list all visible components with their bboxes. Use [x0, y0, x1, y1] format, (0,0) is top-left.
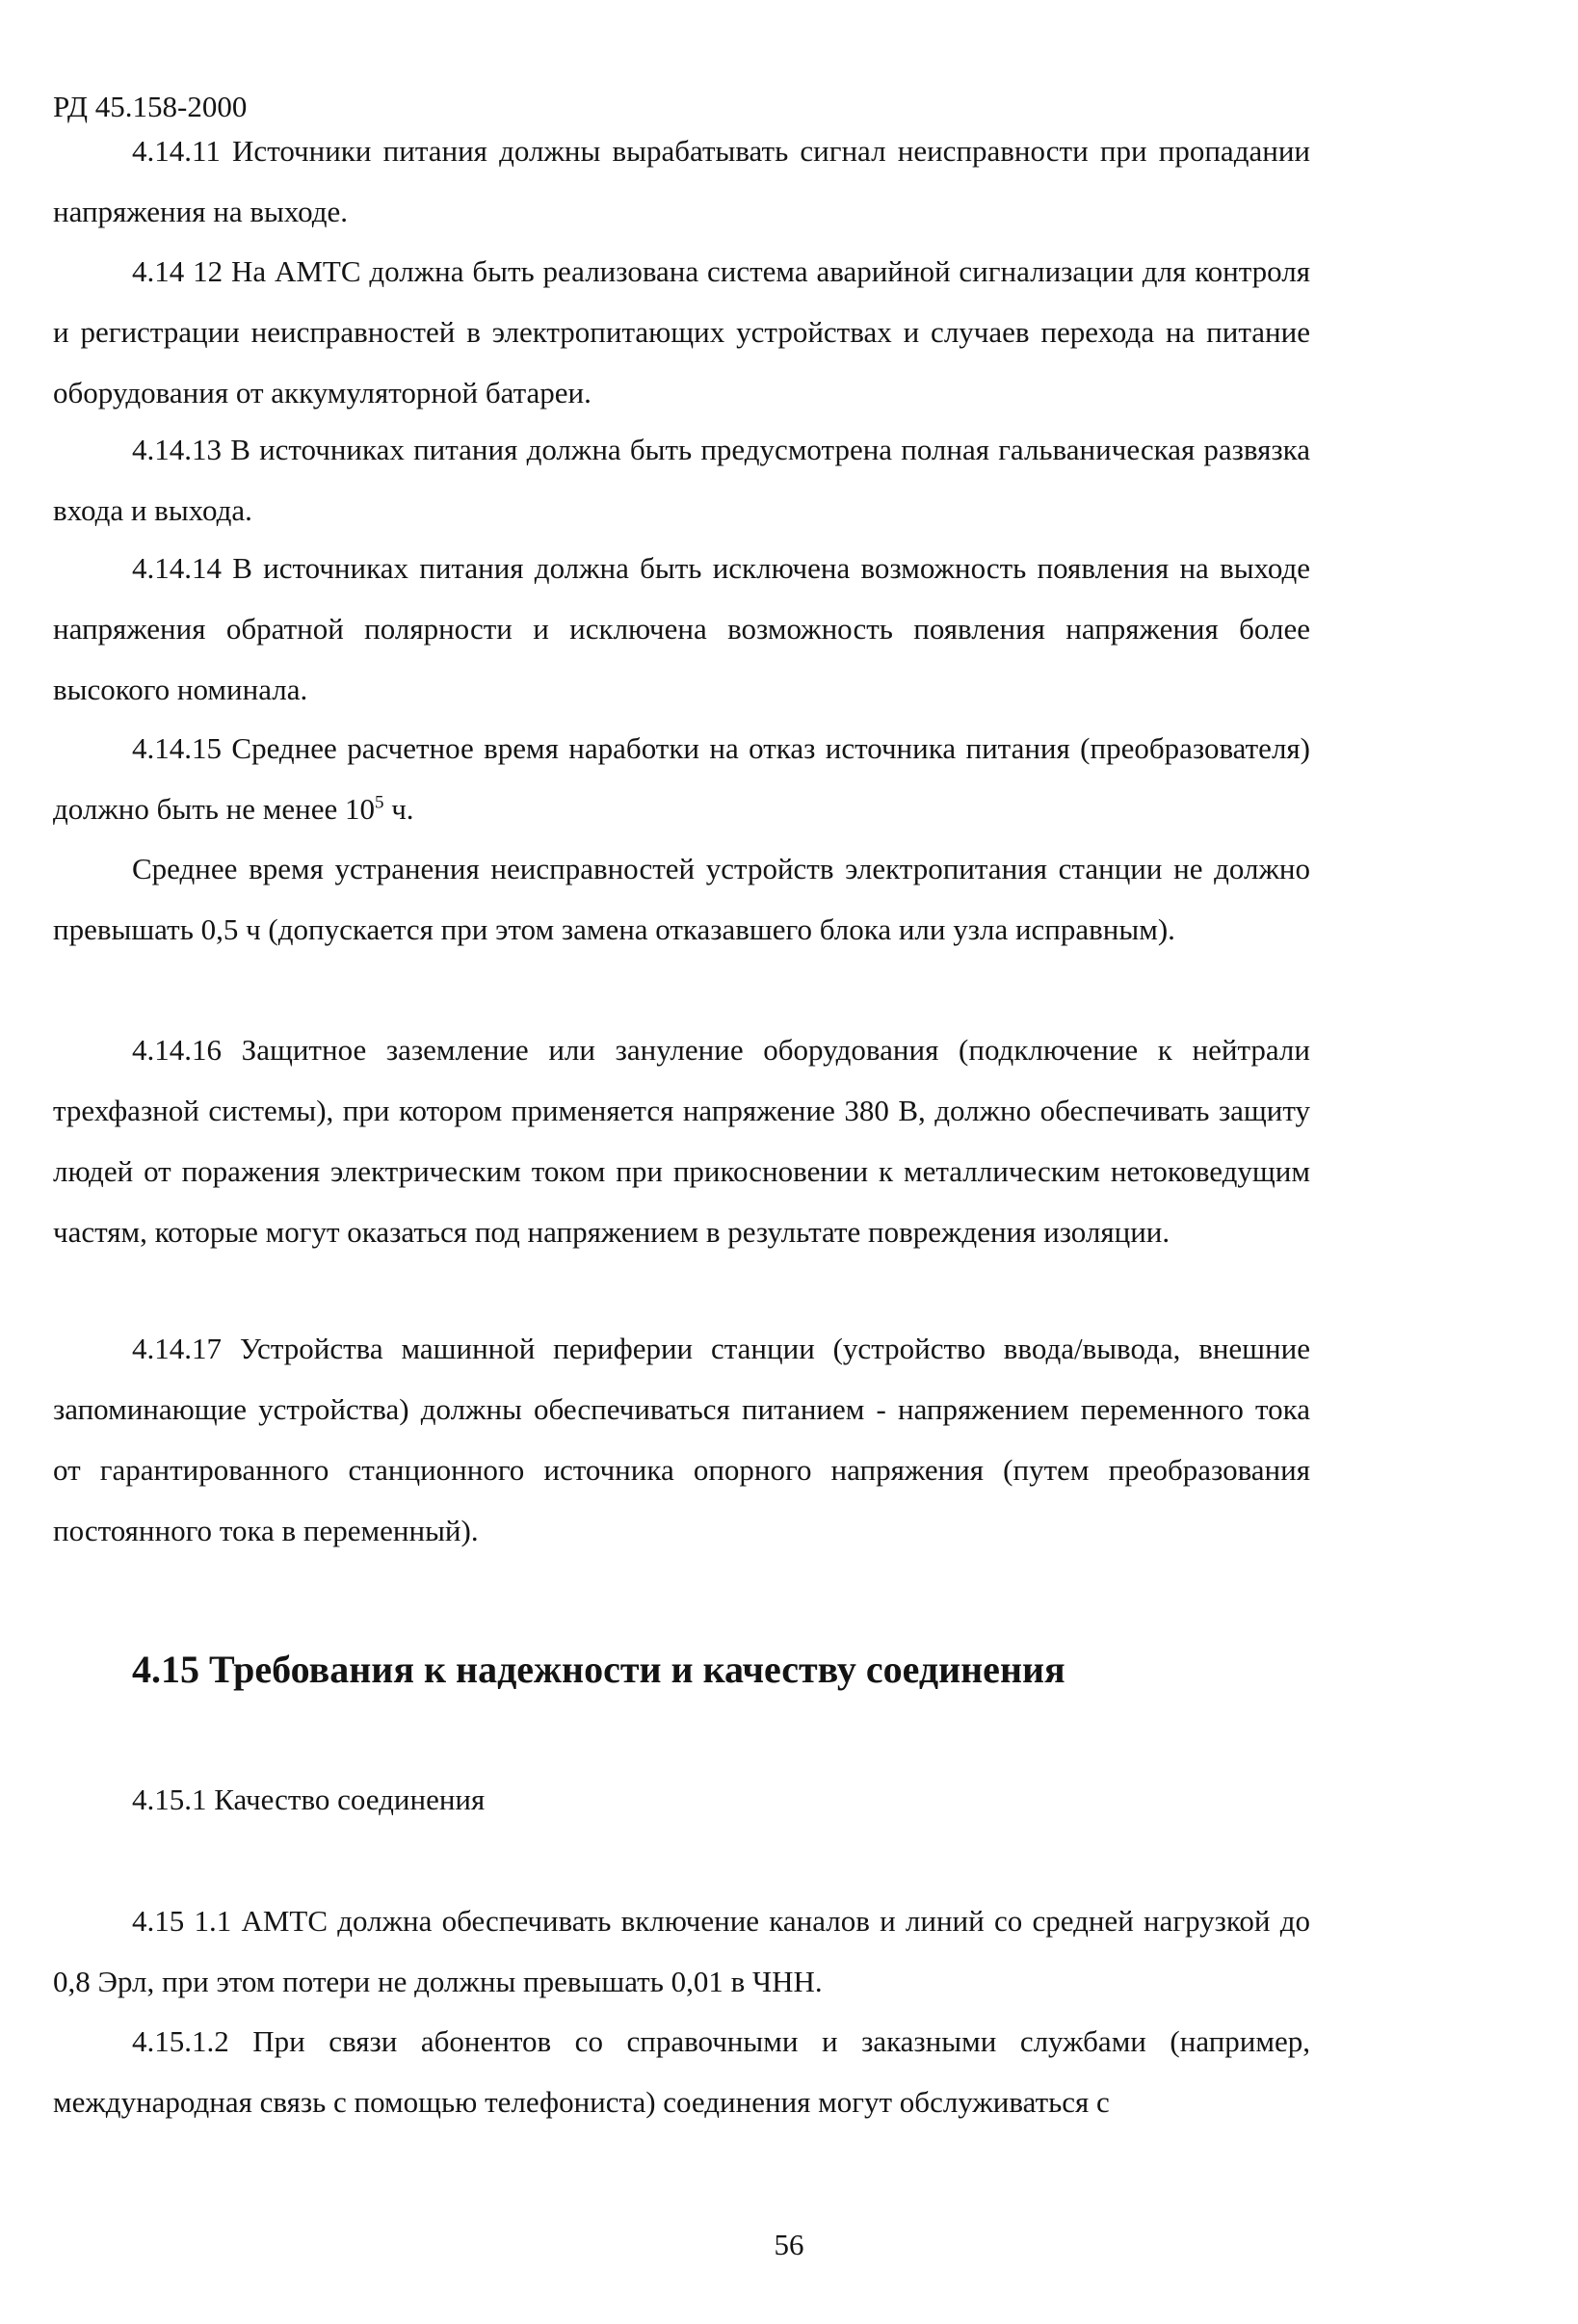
paragraph-4-14-17: 4.14.17 Устройства машинной периферии станции (устройство ввода/вывода, внешние запоминающие устройства) должны обеспечиваться питанием - напряжением переменного тока от гарантированного станционного источника опорного напряжения (путем преобразования постоянного тока в переменный).	[53, 1332, 1310, 1547]
paragraph-4-14-13: 4.14.13 В источниках питания должна быть предусмотрена полная гальваническая развязка входа и выхода.	[53, 433, 1310, 527]
paragraph-4-15-1-2: 4.15.1.2 При связи абонентов со справочными и заказными службами (например, международная связь с помощью телефониста) соединения могут обслуживаться с	[53, 2024, 1310, 2119]
superscript-exponent: 5	[374, 792, 384, 813]
paragraph-repair-time: Среднее время устранения неисправностей устройств электропитания станции не должно превышать 0,5 ч (допускается при этом замена отказавшего блока или узла исправным).	[53, 852, 1310, 946]
document-code: РД 45.158-2000	[53, 90, 248, 123]
paragraph-4-14-16: 4.14.16 Защитное заземление или зануление оборудования (подключение к нейтрали трехфазной системы), при котором применяется напряжение 380 В, должно обеспечивать защиту людей от поражения электрическим током при прикосновении к металлическим нетоковедущим частям, которые могут оказаться под напряжением в результате повреждения изоляции.	[53, 1033, 1310, 1249]
page-number: 56	[774, 2228, 804, 2261]
section-heading-4-15: 4.15 Требования к надежности и качеству соединения	[132, 1648, 1065, 1691]
paragraph-4-14-15-text: 4.14.15 Среднее расчетное время наработки на отказ источника питания (преобразователя) должно быть не менее 10	[53, 731, 1310, 826]
paragraph-4-15-1-1: 4.15 1.1 АМТС должна обеспечивать включение каналов и линий со средней нагрузкой до 0,8 Эрл, при этом потери не должны превышать 0,01 в ЧНН.	[53, 1904, 1310, 1998]
paragraph-4-14-15-unit: ч.	[383, 792, 414, 826]
paragraph-4-14-15	[53, 718, 1310, 839]
paragraph-4-14-12: 4.14 12 На АМТС должна быть реализована система аварийной сигнализации для контроля и регистрации неисправностей в электропитающих устройствах и случаев перехода на питание оборудования от аккумуляторной батареи.	[53, 254, 1310, 409]
subsection-heading-4-15-1: 4.15.1 Качество соединения	[132, 1783, 486, 1816]
paragraph-4-14-14: 4.14.14 В источниках питания должна быть исключена возможность появления на выходе напряжения обратной полярности и исключена возможность появления напряжения более высокого номинала.	[53, 551, 1310, 706]
paragraph-4-14-11: 4.14.11 Источники питания должны вырабатывать сигнал неисправности при пропадании напряжения на выходе.	[53, 134, 1310, 228]
